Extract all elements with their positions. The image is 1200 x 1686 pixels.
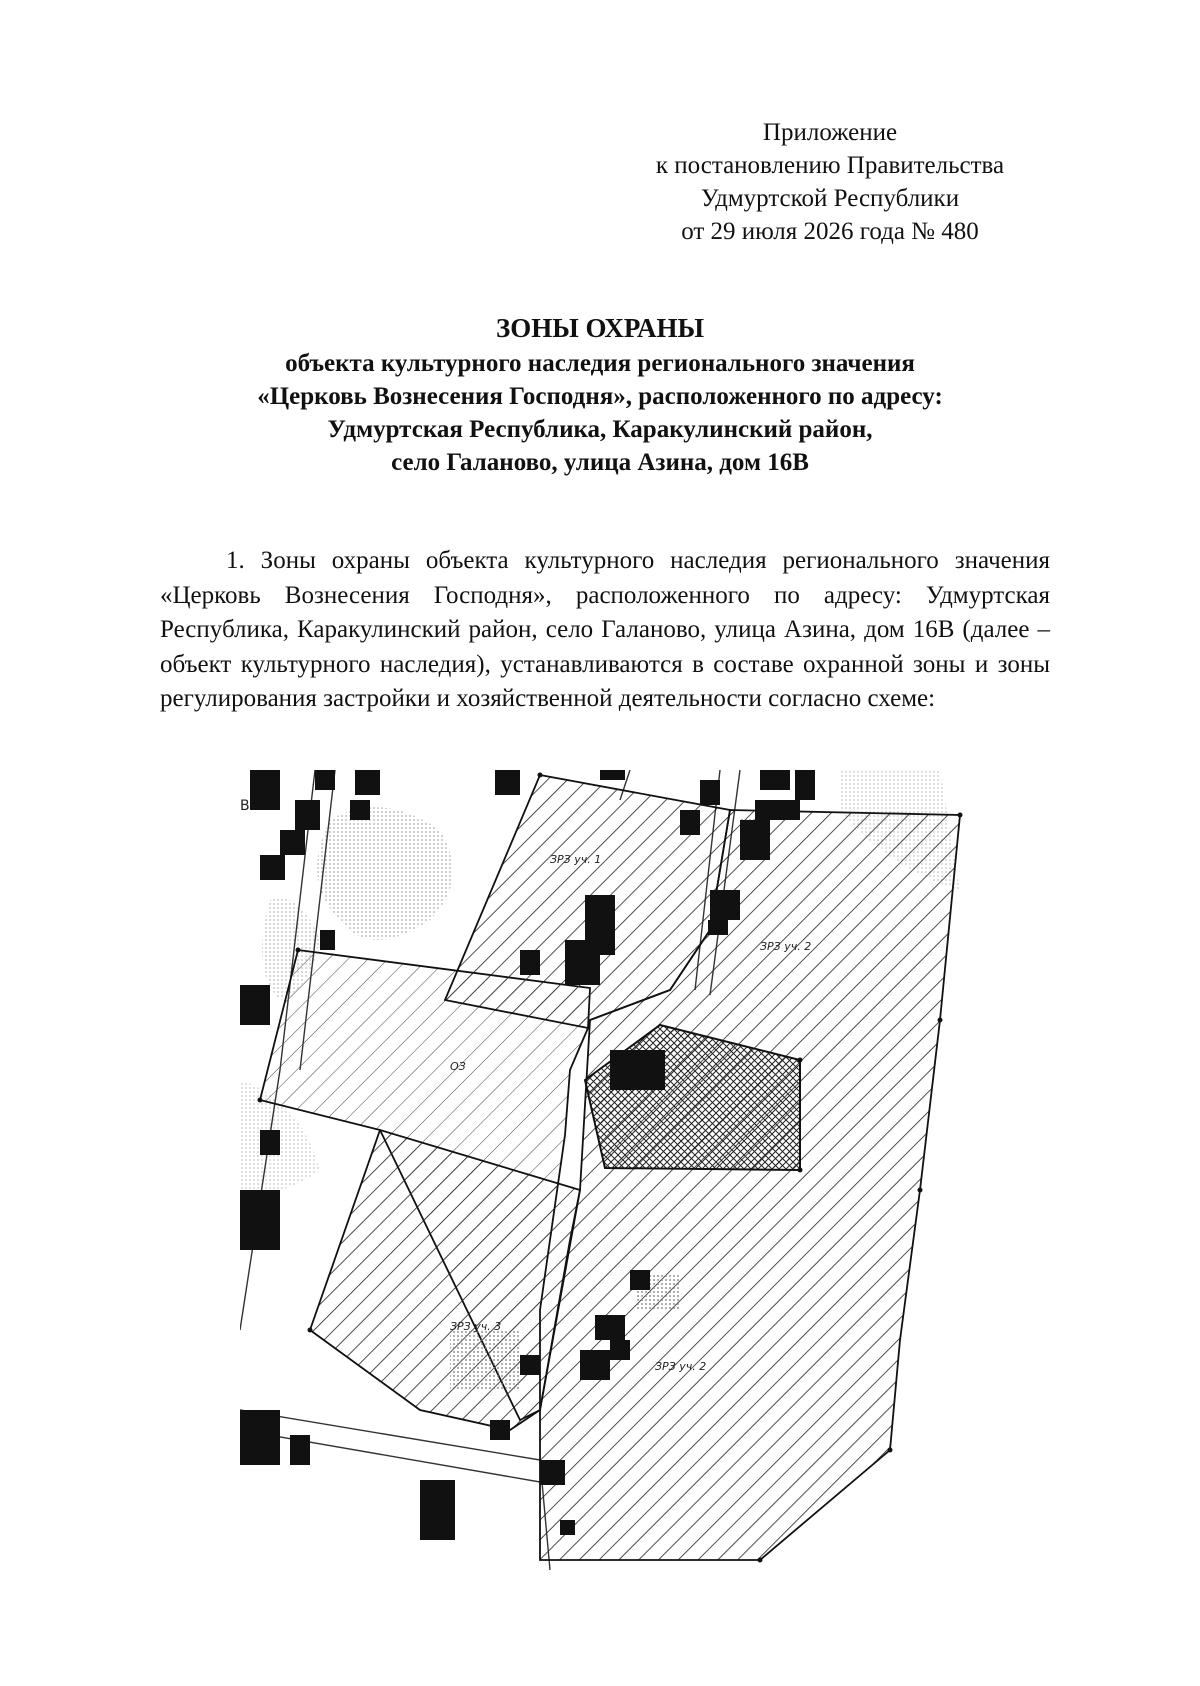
title-line: «Церковь Вознесения Господня», расположенного по адресу: (257, 383, 943, 410)
street-letter: В (240, 798, 250, 814)
dotted-area (450, 1330, 520, 1390)
title-line: село Галаново, улица Азина, дом 16В (391, 449, 809, 476)
zone-scheme-map (240, 770, 1060, 1570)
zone-label: ЗРЗ уч. 3 (450, 1320, 502, 1333)
title-line: объекта культурного наследия регионального значения (285, 350, 915, 377)
terrain-area (317, 807, 453, 940)
approval-line: Приложение (762, 119, 898, 146)
paragraph-1: 1. Зоны охраны объекта культурного наследия регионального значения «Церковь Вознесения Господня», расположенного по адресу: Удмуртская Республика, Каракулинский район, село Галаново, улица Азина, дом 16В (далее – объект культурного наследия), устанавливаются в составе охранной зоны и зоны регулирования застройки и хозяйственной деятельности согласно схеме: (160, 547, 1050, 713)
zone-label: ЗРЗ уч. 2 (760, 940, 812, 953)
document-title (150, 312, 1050, 479)
approval-block (600, 116, 1060, 248)
title-heading: ЗОНЫ ОХРАНЫ (496, 313, 704, 343)
approval-line: Удмуртской Республики (700, 185, 960, 212)
approval-line: к постановлению Правительства (655, 152, 1005, 179)
approval-date: от 29 июля 2026 года № 480 (681, 218, 979, 245)
zone-label: ЗРЗ уч. 2 (655, 1360, 707, 1373)
title-line: Удмуртская Республика, Каракулинский район, (327, 416, 873, 443)
zone-label: ЗРЗ уч. 1 (550, 853, 602, 866)
zone-label: ОЗ (450, 1060, 466, 1073)
